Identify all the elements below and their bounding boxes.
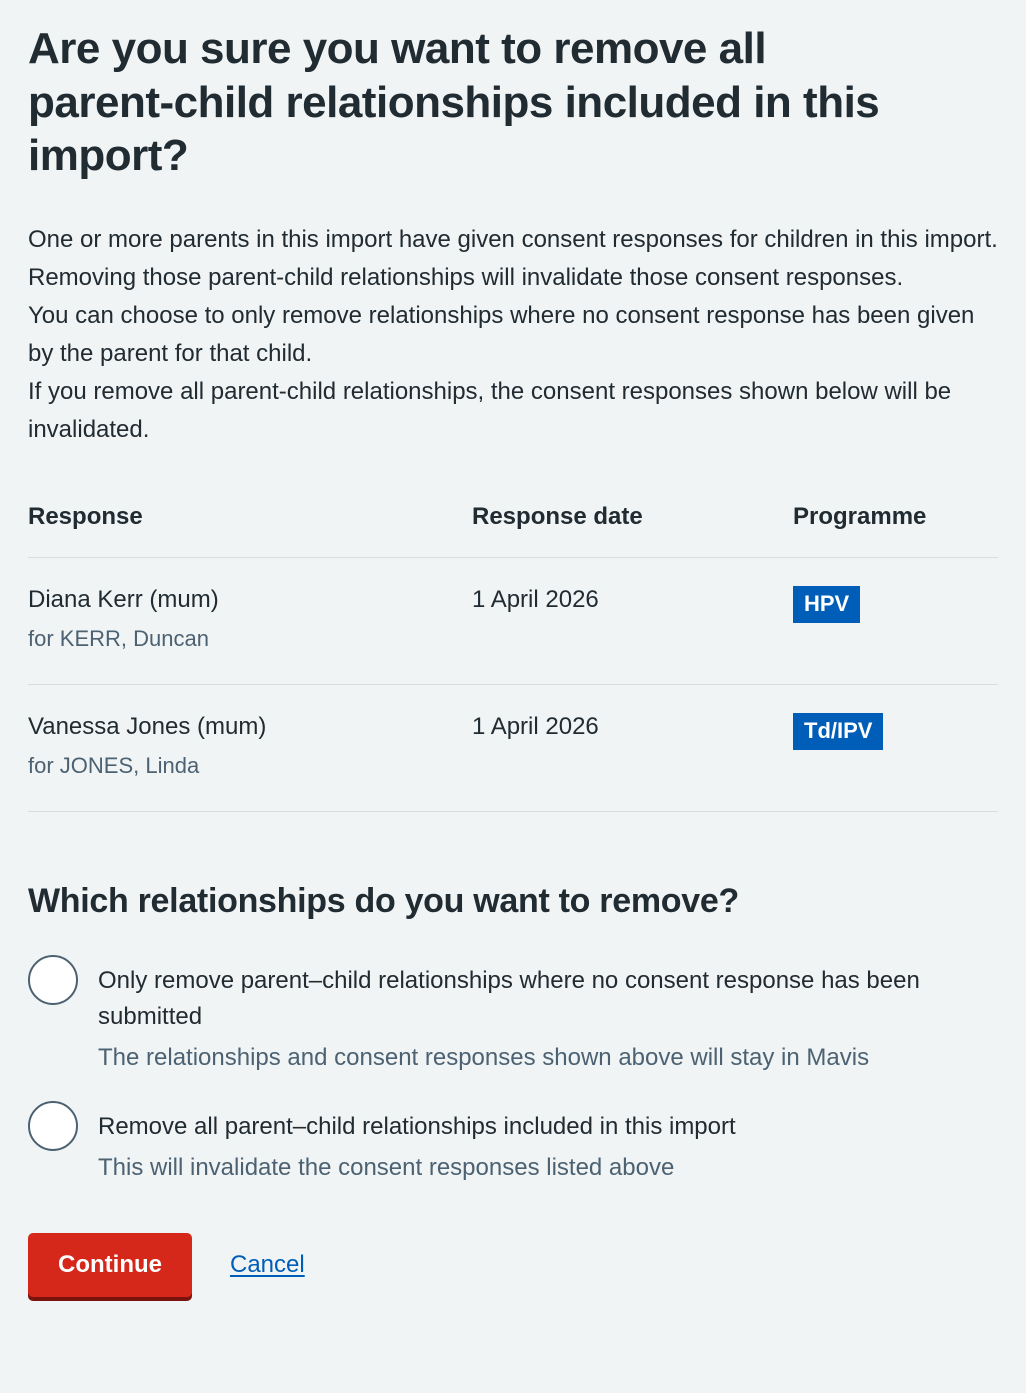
radio-hint: The relationships and consent responses shown above will stay in Mavis: [98, 1044, 870, 1072]
for-child-label: for JONES, Linda: [28, 753, 200, 779]
radio-label[interactable]: Only remove parent–child relationships where no consent response has been submitted: [98, 967, 920, 1031]
table-header-row: [28, 503, 998, 558]
intro-line: Removing those parent-child relationships will invalidate those consent responses.: [28, 264, 904, 292]
page-title-line: Are you sure you want to remove all: [28, 24, 767, 73]
continue-button[interactable]: Continue: [28, 1233, 192, 1297]
table-row: [28, 685, 998, 812]
radio-hint: This will invalidate the consent responses listed above: [98, 1154, 675, 1182]
cancel-link[interactable]: Cancel: [229, 1251, 305, 1279]
for-child-label: for KERR, Duncan: [28, 626, 209, 652]
form-actions: [28, 1233, 998, 1297]
column-header-response: Response: [28, 503, 472, 558]
column-header-programme: Programme: [793, 503, 998, 558]
intro-line: If you remove all parent-child relationships, the consent responses shown below will be invalidated.: [28, 378, 952, 444]
radio-option-only-remove[interactable]: [28, 955, 998, 1075]
response-date: 1 April 2026: [472, 558, 793, 685]
parent-name: Diana Kerr (mum): [28, 586, 219, 614]
radio-group: [28, 955, 998, 1185]
page-title-line: import?: [28, 131, 189, 181]
question-legend: Which relationships do you want to remove?: [28, 882, 739, 921]
consent-responses-table: [28, 503, 998, 812]
column-header-response-date: Response date: [472, 503, 793, 558]
radio-button-only-remove[interactable]: [28, 955, 78, 1005]
programme-badge: HPV: [793, 586, 860, 623]
radio-button-remove-all[interactable]: [28, 1101, 78, 1151]
radio-option-remove-all[interactable]: [28, 1101, 998, 1185]
radio-label[interactable]: Remove all parent–child relationships included in this import: [98, 1113, 736, 1141]
programme-badge: Td/IPV: [793, 713, 883, 750]
intro-text: [28, 221, 998, 449]
intro-line: One or more parents in this import have given consent responses for children in this import.: [28, 226, 998, 254]
intro-line: You can choose to only remove relationships where no consent response has been given by the parent for that child.: [28, 302, 975, 368]
parent-name: Vanessa Jones (mum): [28, 713, 267, 741]
page-title: [28, 22, 998, 183]
page-title-line: parent-child relationships included in this: [28, 77, 880, 127]
table-row: [28, 558, 998, 685]
response-date: 1 April 2026: [472, 685, 793, 812]
